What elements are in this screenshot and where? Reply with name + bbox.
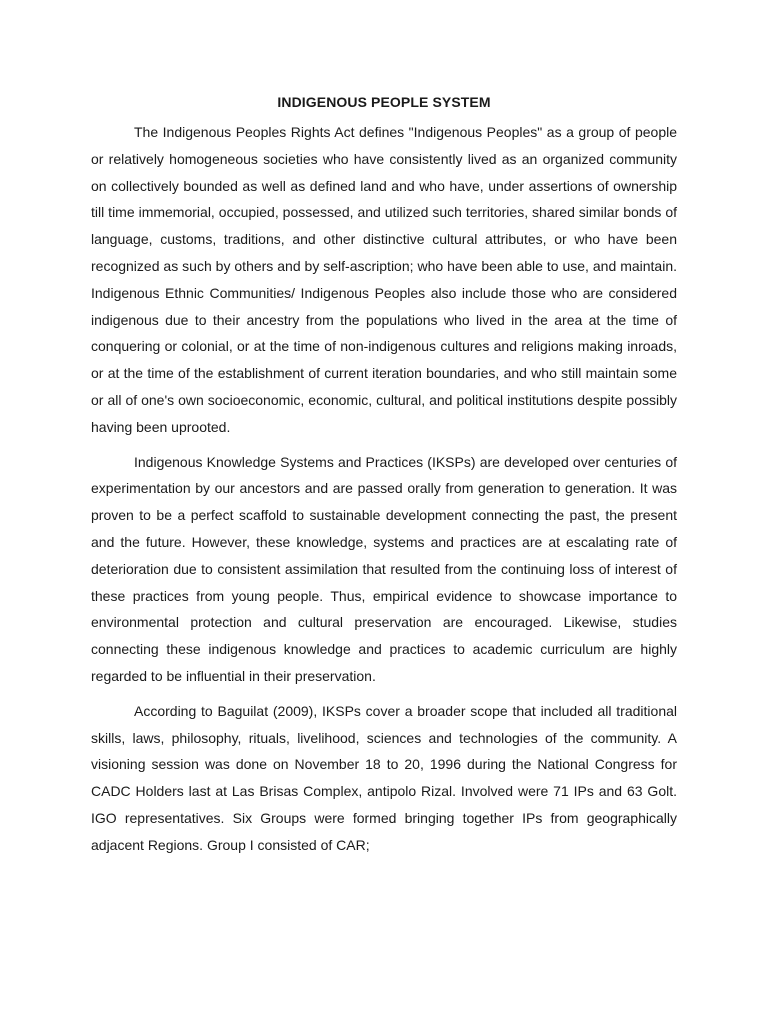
paragraph-iksp-overview: Indigenous Knowledge Systems and Practices (IKSPs) are developed over centuries of experimentation by our ancestors and are passed orally from generation to generation. It was proven to be a perfect scaffold to sustainable development connecting the past, the present and the future. However, these knowledge, systems and practices are at escalating rate of deterioration due to consistent assimilation that resulted from the continuing loss of interest of these practices from young people. Thus, empirical evidence to showcase importance to environmental protection and cultural preservation are encouraged. Likewise, studies connecting these indigenous knowledge and practices to academic curriculum are highly regarded to be influential in their preservation. — [91, 453, 677, 684]
paragraph-baguilat-scope: According to Baguilat (2009), IKSPs cover a broader scope that included all traditional skills, laws, philosophy, rituals, livelihood, sciences and technologies of the community. A visioning session was done on November 18 to 20, 1996 during the National Congress for CADC Holders last at Las Brisas Complex, antipolo Rizal. Involved were 71 IPs and 63 Golt. IGO representatives. Six Groups were formed bringing together IPs from geographically adjacent Regions. Group I consisted of CAR; — [91, 702, 677, 853]
document-page — [91, 92, 677, 867]
document-title: INDIGENOUS PEOPLE SYSTEM — [277, 94, 491, 110]
paragraph-ipra-definition: The Indigenous Peoples Rights Act defines "Indigenous Peoples" as a group of people or relatively homogeneous societies who have consistently lived as an organized community on collectively bounded as well as defined land and who have, under assertions of ownership till time immemorial, occupied, possessed, and utilized such territories, shared similar bonds of language, customs, traditions, and other distinctive cultural attributes, or who have been recognized as such by others and by self-ascription; who have been able to use, and maintain. Indigenous Ethnic Communities/ Indigenous Peoples also include those who are considered indigenous due to their ancestry from the populations who lived in the area at the time of conquering or colonial, or at the time of non-indigenous cultures and religions making inroads, or at the time of the establishment of current iteration boundaries, and who still maintain some or all of one's own socioeconomic, economic, cultural, and political institutions despite possibly having been uprooted. — [91, 124, 677, 435]
